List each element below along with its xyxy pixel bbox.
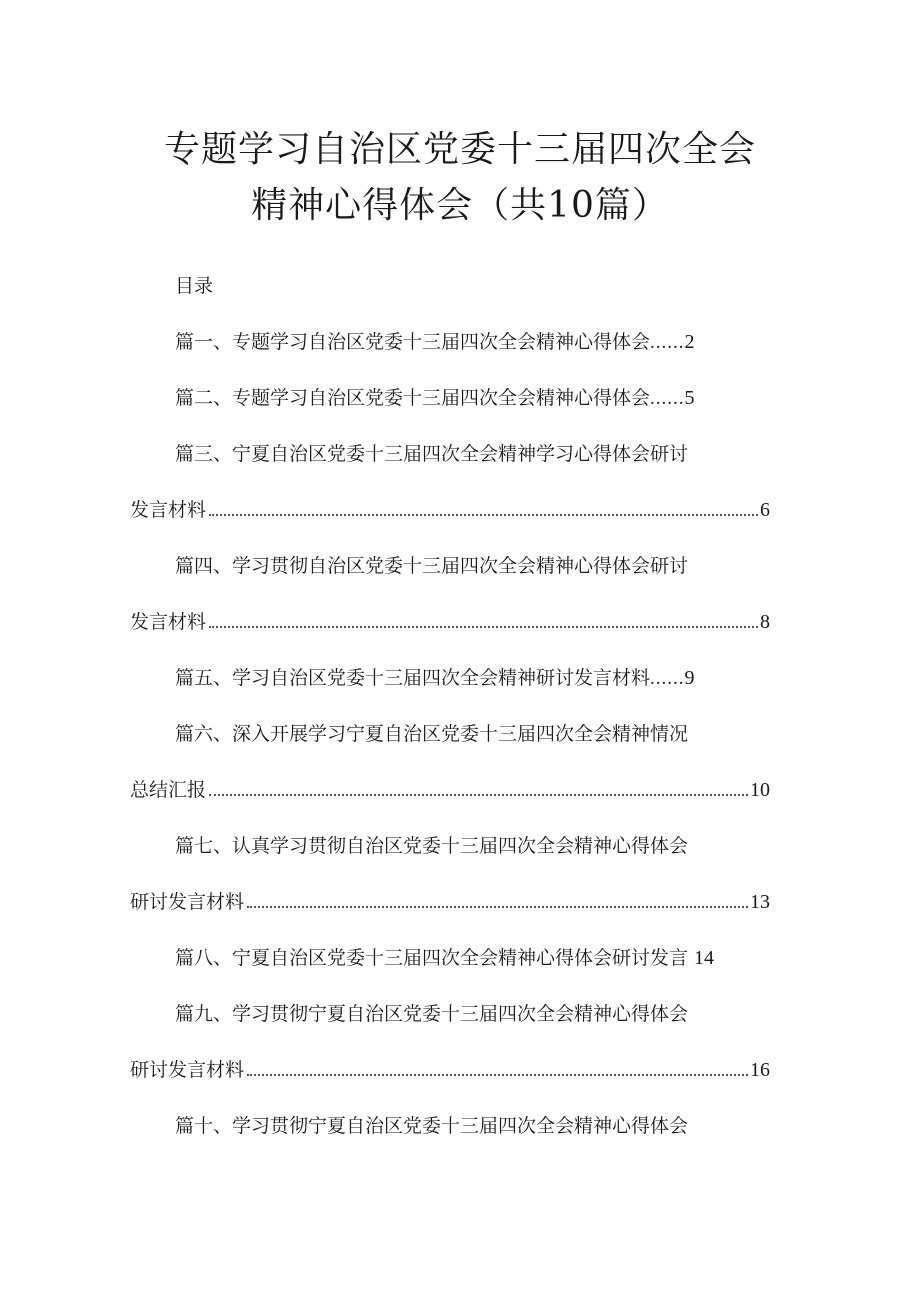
toc-heading: 目录 [175,275,214,297]
toc-entry-title-cont: 总结汇报 [130,779,207,801]
toc-entry-continuation[interactable] [130,776,770,804]
toc-entry-title-cont: 研讨发言材料 [130,891,245,913]
toc-entry-continuation[interactable] [130,1056,770,1084]
toc-page-number: 13 [750,891,770,913]
toc-entry-continuation[interactable] [130,608,770,636]
toc-entry[interactable] [175,1112,688,1140]
toc-entry-title: 篇三、宁夏自治区党委十三届四次全会精神学习心得体会研讨 [175,443,689,465]
toc-page-number: 10 [750,779,770,801]
toc-page-number: 16 [750,1059,770,1081]
toc-entry[interactable] [175,1000,688,1028]
toc-page-number: 2 [684,331,695,353]
toc-entry-title: 篇四、学习贯彻自治区党委十三届四次全会精神心得体会研讨 [175,555,689,577]
toc-leader [209,626,758,628]
toc-entry-title-cont: 研讨发言材料 [130,1059,245,1081]
toc-page-number: 5 [684,387,695,409]
toc-entry[interactable] [175,720,688,748]
toc-entry[interactable] [175,944,714,972]
toc-entry[interactable] [175,384,695,413]
toc-leader [209,514,758,516]
toc-page-number: 14 [694,947,715,969]
toc-entry-title-cont: 发言材料 [130,611,207,633]
toc-entry-continuation[interactable] [130,888,770,916]
toc-entry-title: 篇十、学习贯彻宁夏自治区党委十三届四次全会精神心得体会 [175,1115,689,1137]
toc-leader-dots: ...... [650,388,685,409]
toc-entry-title: 篇二、专题学习自治区党委十三届四次全会精神心得体会 [175,387,651,409]
toc-entry-continuation[interactable] [130,496,770,524]
toc-entry-title: 篇六、深入开展学习宁夏自治区党委十三届四次全会精神情况 [175,723,689,745]
toc-entry-title: 篇八、宁夏自治区党委十三届四次全会精神心得体会研讨发言 [175,947,689,969]
document-title-line2: 精神心得体会（共10篇） [251,185,669,226]
toc-entry-title: 篇一、专题学习自治区党委十三届四次全会精神心得体会 [175,331,651,353]
toc-entry-title: 篇七、认真学习贯彻自治区党委十三届四次全会精神心得体会 [175,835,689,857]
toc-entry[interactable] [175,664,695,693]
toc-entry[interactable] [175,328,695,357]
document-title-line1: 专题学习自治区党委十三届四次全会 [163,129,756,170]
toc-leader [247,1074,748,1076]
toc-page-number: 6 [760,499,770,521]
toc-entry-title-cont: 发言材料 [130,499,207,521]
toc-entry[interactable] [175,552,688,580]
toc-leader [209,794,748,796]
toc-leader-dots: ...... [650,668,685,689]
toc-entry-title: 篇五、学习自治区党委十三届四次全会精神研讨发言材料 [175,667,651,689]
toc-page-number: 9 [684,667,695,689]
toc-entry[interactable] [175,440,688,468]
toc-leader-dots: ...... [650,332,685,353]
toc-leader [247,906,748,908]
toc-entry-title: 篇九、学习贯彻宁夏自治区党委十三届四次全会精神心得体会 [175,1003,689,1025]
toc-page-number: 8 [760,611,770,633]
toc-entry[interactable] [175,832,688,860]
